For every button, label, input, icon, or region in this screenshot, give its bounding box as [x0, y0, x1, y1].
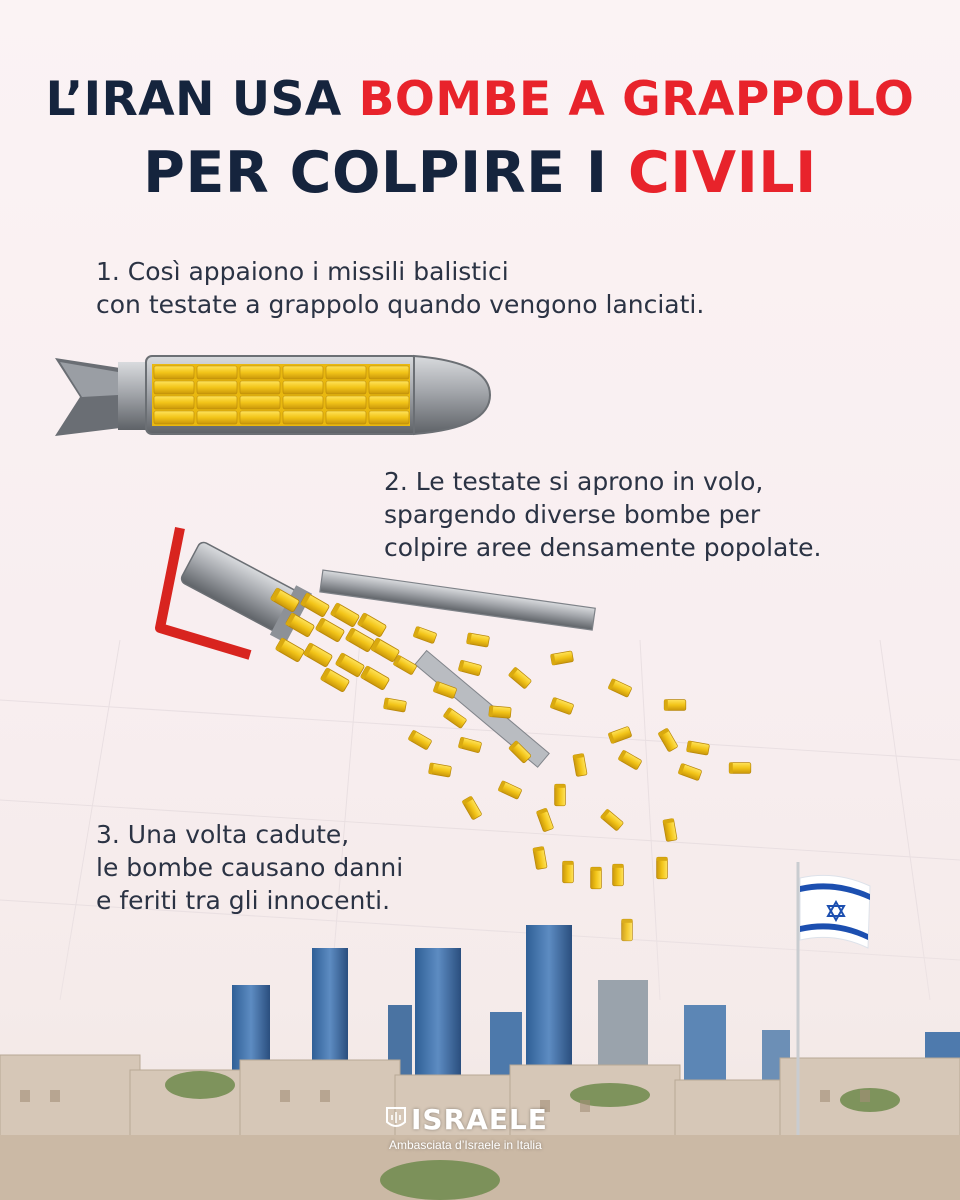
bomblet-icon [154, 396, 194, 409]
bomblet-icon [197, 366, 237, 379]
embassy-logo [385, 1103, 585, 1152]
bomblet-icon [686, 741, 709, 755]
step-1-caption [96, 255, 704, 321]
bomblet-icon [413, 626, 437, 644]
logo-subtitle: Ambasciata d’Israele in Italia [389, 1138, 542, 1152]
bomblet-icon [608, 726, 632, 744]
bomblet-icon [600, 809, 623, 831]
caption-line: 1. Così appaiono i missili balistici [96, 257, 509, 286]
headline-dark-part: L’IRAN USA [45, 72, 359, 127]
bomblet-icon [458, 737, 482, 753]
bomblet-icon [555, 784, 566, 806]
bomblet-icon [550, 651, 573, 665]
headline-highlight: BOMBE A GRAPPOLO [358, 72, 915, 127]
bomblet-icon [326, 381, 366, 394]
bomblet-icon [154, 366, 194, 379]
headline-dark-part: PER COLPIRE I [143, 140, 628, 206]
bomblet-icon [613, 864, 624, 886]
bomblet-icon [443, 707, 467, 728]
missile-illustration [55, 356, 490, 436]
bomblet-icon [326, 396, 366, 409]
bomblet-icon [197, 396, 237, 409]
caption-line: 3. Una volta cadute, [96, 820, 350, 849]
bomblet-icon [370, 638, 399, 663]
step-2-caption [384, 465, 822, 564]
bomblet-icon [154, 381, 194, 394]
bomblet-icon [315, 618, 344, 643]
bomblet-icon [369, 411, 409, 424]
bomblet-icon [462, 796, 482, 820]
emblem-icon [385, 1106, 407, 1130]
bomblet-icon [320, 668, 349, 693]
step-3-caption [96, 818, 403, 917]
bomblet-icon [563, 861, 574, 883]
bomblet-icon [283, 366, 323, 379]
bomblet-icon [283, 396, 323, 409]
headline-line-2 [0, 140, 960, 206]
bomblet-icon [608, 679, 632, 698]
bomblet-icon [408, 730, 432, 750]
bomblet-icon [428, 763, 451, 777]
bomblet-icon [197, 381, 237, 394]
bomblet-icon [240, 411, 280, 424]
headline-highlight: CIVILI [627, 140, 817, 206]
bomblet-icon [533, 846, 547, 869]
headline-line-1 [0, 72, 960, 127]
bomblet-icon [300, 593, 329, 618]
caption-line: 2. Le testate si aprono in volo, [384, 467, 764, 496]
bomblet-icon [658, 728, 678, 752]
bomblet-icon [369, 366, 409, 379]
bomblet-icon [154, 411, 194, 424]
bomblet-icon [369, 381, 409, 394]
bomblet-icon [550, 697, 574, 715]
bomblet-icon [326, 366, 366, 379]
bomblet-icon [283, 411, 323, 424]
bomblet-icon [573, 753, 587, 776]
bomblet-icon [197, 411, 237, 424]
bomblet-icon [275, 638, 304, 663]
bomblet-icon [240, 396, 280, 409]
bomblet-icon [664, 700, 686, 711]
warhead-bomblet-bundle [270, 588, 399, 693]
bomblet-icon [536, 808, 554, 832]
bomblet-icon [458, 660, 482, 676]
caption-line: spargendo diverse bombe per [384, 500, 761, 529]
logo-name: ISRAELE [411, 1103, 548, 1136]
caption-line: le bombe causano danni [96, 853, 404, 882]
bomblet-icon [657, 857, 668, 879]
bomblet-icon [466, 633, 489, 647]
bomblet-icon [729, 763, 751, 774]
bomblet-icon [369, 396, 409, 409]
bomblet-icon [240, 381, 280, 394]
bomblet-icon [508, 667, 531, 689]
bomblet-icon [591, 867, 602, 889]
caption-line: e feriti tra gli innocenti. [96, 886, 391, 915]
bomblet-icon [330, 603, 359, 628]
caption-line: con testate a grappolo quando vengono lanciati. [96, 290, 705, 319]
bomblet-icon [303, 643, 332, 668]
city-skyline-illustration [0, 900, 960, 1200]
bomblet-icon [335, 653, 364, 678]
bomblet-icon [663, 818, 677, 841]
caption-line: colpire aree densamente popolate. [384, 533, 822, 562]
bomblet-icon [618, 750, 642, 770]
bomblet-icon [326, 411, 366, 424]
bomblet-icon [393, 655, 417, 675]
bomblet-icon [383, 698, 406, 712]
bomblet-icon [240, 366, 280, 379]
bomblet-icon [678, 763, 702, 781]
bomblet-icon [489, 706, 511, 719]
bomblet-icon [360, 666, 389, 691]
bomblet-icon [283, 381, 323, 394]
bomblet-icon [498, 781, 522, 800]
